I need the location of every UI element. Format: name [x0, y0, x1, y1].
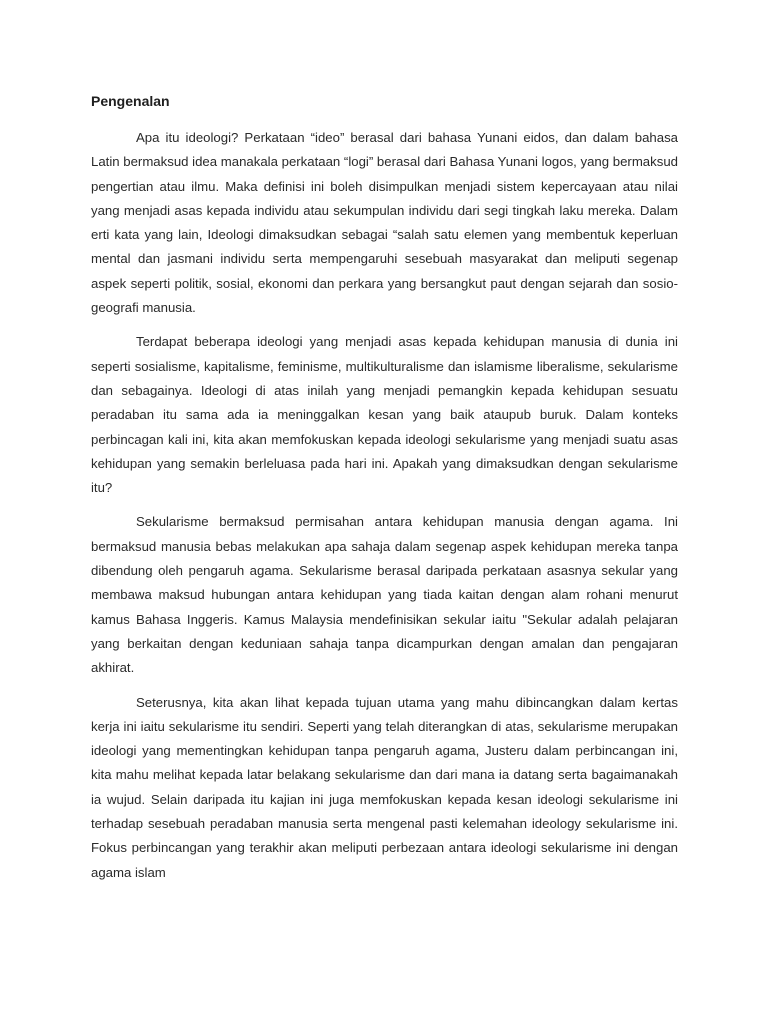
- section-heading: Pengenalan: [91, 93, 170, 109]
- paragraph-1: Apa itu ideologi? Perkataan “ideo” berasal dari bahasa Yunani eidos, dan dalam bahasa Latin bermaksud idea manakala perkataan “logi” berasal dari Bahasa Yunani logos, yang bermaksud pengertian atau ilmu. Maka definisi ini boleh disimpulkan menjadi sistem kepercayaan atau nilai yang menjadi asas kepada individu atau sekumpulan individu dari segi tingkah laku mereka. Dalam erti kata yang lain, Ideologi dimaksudkan sebagai “salah satu elemen yang membentuk keperluan mental dan jasmani individu serta mempengaruhi sesebuah masyarakat dan meliputi segenap aspek seperti politik, sosial, ekonomi dan perkara yang bersangkut paut dengan sejarah dan sosio-geografi manusia.: [91, 130, 678, 316]
- paragraph-3: Sekularisme bermaksud permisahan antara kehidupan manusia dengan agama. Ini bermaksud manusia bebas melakukan apa sahaja dalam segenap aspek kehidupan mereka tanpa dibendung oleh pengaruh agama. Sekularisme berasal daripada perkataan asasnya sekular yang membawa maksud hubungan antara kehidupan yang tiada kaitan dengan alam rohani menurut kamus Bahasa Inggeris. Kamus Malaysia mendefinisikan sekular iaitu "Sekular adalah pelajaran yang berkaitan dengan keduniaan sahaja tanpa dicampurkan dengan amalan dan pengajaran akhirat.: [91, 514, 678, 676]
- document-body: [91, 92, 678, 895]
- paragraph-2: Terdapat beberapa ideologi yang menjadi asas kepada kehidupan manusia di dunia ini seperti sosialisme, kapitalisme, feminisme, multikulturalisme dan islamisme liberalisme, sekularisme dan sebagainya. Ideologi di atas inilah yang menjadi pemangkin kepada kehidupan sesuatu peradaban itu sama ada ia meninggalkan kesan yang baik ataupub buruk. Dalam konteks perbincagan kali ini, kita akan memfokuskan kepada ideologi sekularisme yang menjadi suatu asas kehidupan yang semakin berleluasa pada hari ini. Apakah yang dimaksudkan dengan sekularisme itu?: [91, 334, 678, 496]
- paragraph-4: Seterusnya, kita akan lihat kepada tujuan utama yang mahu dibincangkan dalam kertas kerja ini iaitu sekularisme itu sendiri. Seperti yang telah diterangkan di atas, sekularisme merupakan ideologi yang mementingkan kehidupan tanpa pengaruh agama, Justeru dalam perbincangan ini, kita mahu melihat kepada latar belakang sekularisme dan dari mana ia datang serta bagaimanakah ia wujud. Selain daripada itu kajian ini juga memfokuskan kepada kesan ideologi sekularisme ini terhadap sesebuah peradaban manusia serta mengenal pasti kelemahan ideology sekularisme ini. Fokus perbincangan yang terakhir akan meliputi perbezaan antara ideologi sekularisme ini dengan agama islam: [91, 694, 678, 880]
